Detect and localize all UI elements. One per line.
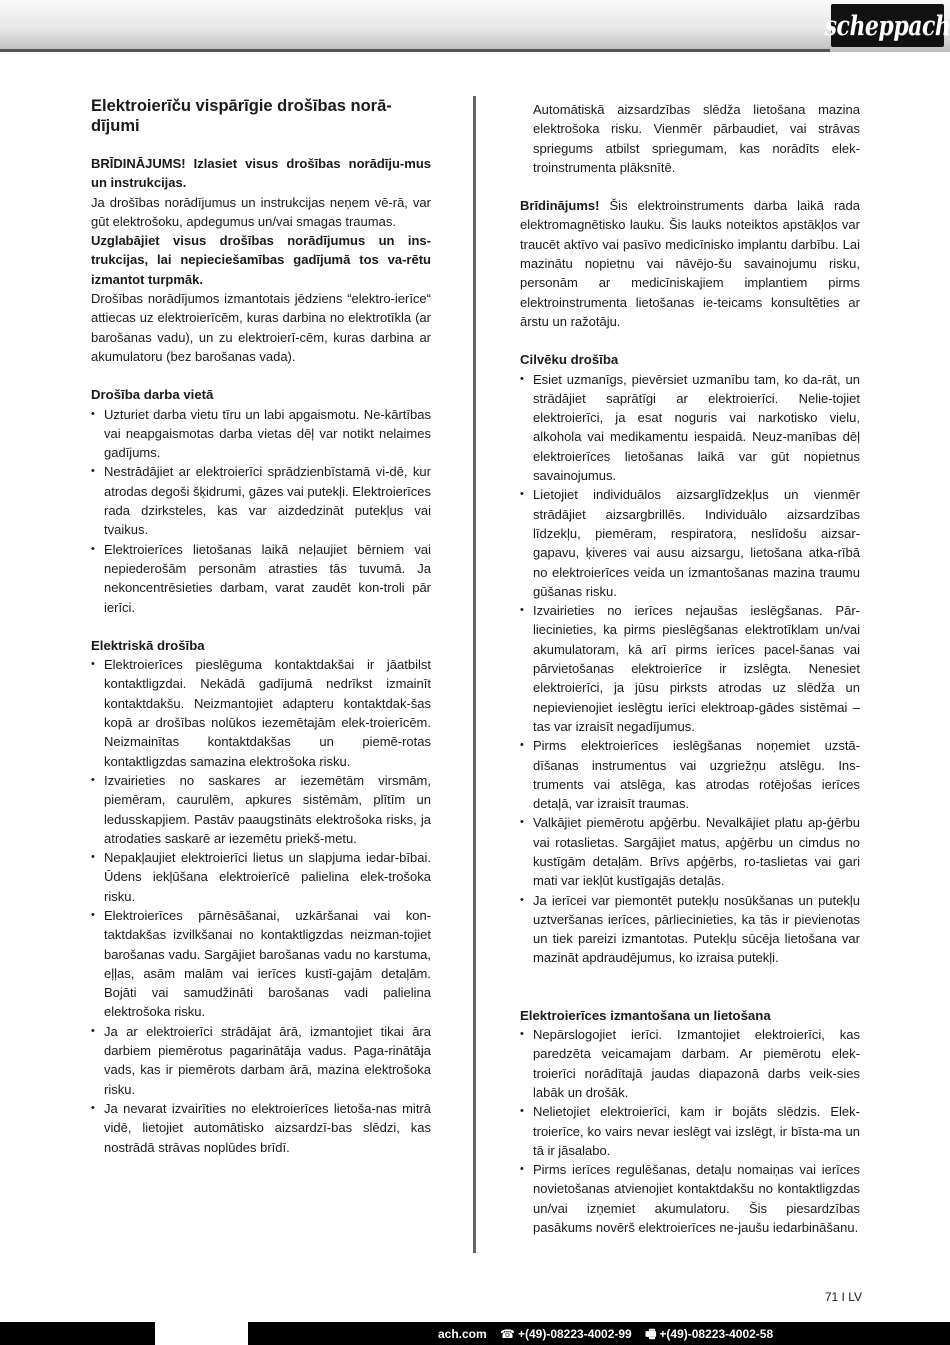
page-title: Elektroierīču vispārīgie drošības norā-dījumi — [91, 97, 392, 135]
personal-list — [520, 370, 860, 968]
workplace-list — [91, 405, 431, 617]
list-item: • Izvairieties no ierīces nejaušas ieslēgšanas. Pār-liecinieties, ka pirms pieslēgšanas elektrotīklam un/vai akumulatoram, kā arī pirms ierīces pacel-šanas vai pārvietošanas elektroierīce ir izslēgta. Nenesiet elektroierīci, ja jūsu pirksts atrodas uz slēdža un nepievienojiet ieslēgtu ierīci elektroap-gādes sistēmai – tas var izraisīt negadījumus. — [520, 601, 860, 736]
continued-paragraph: Automātiskā aizsardzības slēdža lietošana mazina elektrošoka risku. Vienmēr pārbaudiet, vai strāvas spriegums atbilst spriegumam, kas norādīts elek-troinstrumenta plāksnītē. — [533, 102, 860, 175]
footer-gap — [155, 1322, 248, 1345]
section-heading-usage: Elektroierīces izmantošana un lietošana — [520, 1007, 771, 1023]
list-item: • Ja ar elektroierīci strādājat ārā, izmantojiet tikai āra darbiem piemērotus pagarinātāja vadus. Paga-rinātāja vads, kas ir piemērots darbam ārā, mazina elektrošoka risku. — [91, 1022, 431, 1099]
list-item: • Nestrādājiet ar elektroierīci sprādzienbīstamā vi-dē, kur atrodas degoši šķidrumi, gāzes vai putekļi. Elektroierīces rada dzirksteles, kas var aizdedzināt putekļus vai tvaikus. — [91, 462, 431, 539]
header-band — [0, 0, 950, 52]
list-item: • Ja nevarat izvairīties no elektroierīces lietoša-nas mitrā vidē, lietojiet automātisko aizsardzī-bas slēdzi, kas nostrādā strāvas noplūdes brīdī. — [91, 1099, 431, 1157]
emf-warning — [520, 196, 860, 331]
intro-keep-instructions: Uzglabājiet visus drošības norādījumus un ins-trukcijas, lai nepieciešamības gadījumā tos va-rētu izmantot turpmāk. — [91, 233, 431, 287]
section-heading-electrical: Elektriskā drošība — [91, 637, 205, 653]
intro-paragraph: Ja drošības norādījumus un instrukcijas neņem vē-rā, var gūt elektrošoku, apdegumus un/vai smagas traumas. — [91, 194, 431, 229]
electrical-list — [91, 655, 431, 1157]
list-item: • Valkājiet piemērotu apģērbu. Nevalkājiet platu ap-ģērbu vai rotaslietas. Sargājiet matus, apģērbu un cimdus no kustīgām detaļām. Brīvs apģērbs, ro-taslietas vai gari mati var iekļūt kustīgajās detaļās. — [520, 813, 860, 890]
list-item: • Nepakļaujiet elektroierīci lietus un slapjuma iedar-bībai. Ūdens iekļūšana elektroierīcē palielina elek-trošoka risku. — [91, 848, 431, 906]
list-item: • Nepārslogojiet ierīci. Izmantojiet elektroierīci, kas paredzēta veicamajam darbam. Ar piemērotu elek-troierīci norādītajā jaudas diapazonā darbs veik-sies labāk un drošāk. — [520, 1025, 860, 1102]
column-divider — [473, 96, 476, 1253]
list-item: • Uzturiet darba vietu tīru un labi apgaismotu. Ne-kārtības vai neapgaismotas darba vietas dēļ var notikt nelaimes gadījums. — [91, 405, 431, 463]
list-item: • Elektroierīces lietošanas laikā neļaujiet bērniem vai nepiederošām personām atrasties tās tuvumā. Ja nekoncentrēsieties darbam, varat zaudēt kon-troli pār ierīci. — [91, 540, 431, 617]
footer-fax: +(49)-08223-4002-58 — [659, 1327, 774, 1341]
list-item: • Pirms elektroierīces ieslēgšanas noņemiet uzstā-dīšanas instrumentus vai uzgriežņu atslēgu. Ins-truments vai atslēga, kas atrodas rotējošas ierīces detaļā, var izraisīt traumas. — [520, 736, 860, 813]
footer-phone: +(49)-08223-4002-99 — [517, 1327, 632, 1341]
emf-warning-lead: Brīdinājums! — [520, 198, 600, 214]
footer-web: ach.com — [438, 1327, 487, 1341]
fax-icon: 🖷 — [645, 1327, 657, 1341]
list-item: • Elektroierīces pieslēguma kontaktdakšai ir jāatbilst kontaktligzdai. Nekādā gadījumā nedrīkst izmainīt kontaktdakšu. Neizmantojiet adapteru kontaktdak-šas kopā ar drošības nolūkos iezemētajām elek-troierīcēm. Neizmainītas kontaktdakšas un piemē-rotas kontaktligzdas samazina elektrošoka risku. — [91, 655, 431, 771]
list-item: • Esiet uzmanīgs, pievērsiet uzmanību tam, ko da-rāt, un strādājiet saprātīgi ar elektroierīci. Nelie-tojiet elektroierīci, ja esat noguris vai narkotisko vielu, alkohola vai medikamentu iespaidā. Neuz-manības dēļ elektroierīces lietošanas laikā var gūt nopietnus savainojumus. — [520, 370, 860, 486]
intro-definition: Drošības norādījumos izmantotais jēdziens “elektro-ierīce“ attiecas uz elektroierīcēm, kuras darbina no elektrotīkla (ar barošanas vadu), un zu elektroierī-cēm, kuras darbina ar akumulatoru (bez barošanas vada). — [91, 291, 431, 364]
right-column — [520, 100, 860, 1237]
header-rule — [0, 49, 830, 52]
page-number: 71 I LV — [824, 1290, 862, 1304]
brand-logo — [824, 4, 950, 47]
list-item: • Lietojiet individuālos aizsarglīdzekļus un vienmēr strādājiet aizsargbrillēs. Individuālo aizsardzības līdzekļu, piemēram, respiratora, neslīdošu aizsar-gapavu, ķiveres vai ausu aizsargu, lietošana atka-rībā no elektroierīces veida un izmantošanas mazina traumu gūšanas risku. — [520, 485, 860, 601]
list-item: • Ja ierīcei var piemontēt putekļu nosūkšanas un putekļu uztveršanas ierīces, pārliecinieties, ka tās ir pievienotas un tiek pareizi izmantotas. Putekļu sūcēja lietošana var mazināt apdraudējumus, ko izraisa putekļi. — [520, 891, 860, 968]
list-item: • Nelietojiet elektroierīci, kam ir bojāts slēdzis. Elek-troierīce, ko vairs nevar ieslēgt vai izslēgt, ir bīsta-ma un tā ir jāsalabo. — [520, 1102, 860, 1160]
emf-warning-text: Šis elektroinstruments darba laikā rada elektromagnētisko lauku. Šis lauks noteiktos apstākļos var traucēt aktīvo vai pasīvo medicīnisko implantu darbību. Lai mazinātu nopietnu vai nāvējo-šu savainojumu risku, personām ar medicīniskajiem implantiem pirms elektroinstrumenta lietošanas ie-teicams konsultēties ar ārstu un ražotāju. — [520, 198, 860, 329]
list-item: • Izvairieties no saskares ar iezemētām virsmām, piemēram, caurulēm, apkures sistēmām, plītīm un ledusskapjiem. Pastāv paaugstināts elektrošoka risks, ja atrodaties saskarē ar iezemētu priekš-metu. — [91, 771, 431, 848]
section-heading-workplace: Drošība darba vietā — [91, 387, 214, 403]
left-column — [91, 96, 431, 1157]
list-item: • Pirms ierīces regulēšanas, detaļu nomaiņas vai ierīces novietošanas atvienojiet kontaktdakšu no kontaktligzdas un/vai izņemiet akumulatoru. Šis piesardzības pasākums novērš elektroierīces ne-jaušu iedarbināšanu. — [520, 1160, 860, 1237]
logo-text: scheppach — [824, 9, 950, 42]
section-heading-personal: Cilvēku drošība — [520, 352, 619, 368]
usage-list — [520, 1025, 860, 1237]
intro-warning: BRĪDINĀJUMS! Izlasiet visus drošības norādīju-mus un instrukcijas. — [91, 156, 431, 191]
list-item: • Elektroierīces pārnēsāšanai, uzkāršanai vai kon-taktdakšas izvilkšanai no kontaktligzdas neizman-tojiet barošanas vadu. Sargājiet barošanas vadu no karstuma, eļļas, asām malām vai ierīces kustī-gajām detaļām. Bojāti vai samudžināti barošanas vadi palielina elektrošoka risku. — [91, 906, 431, 1022]
footer-contact — [438, 1325, 773, 1345]
phone-icon: ☎ — [500, 1327, 515, 1341]
